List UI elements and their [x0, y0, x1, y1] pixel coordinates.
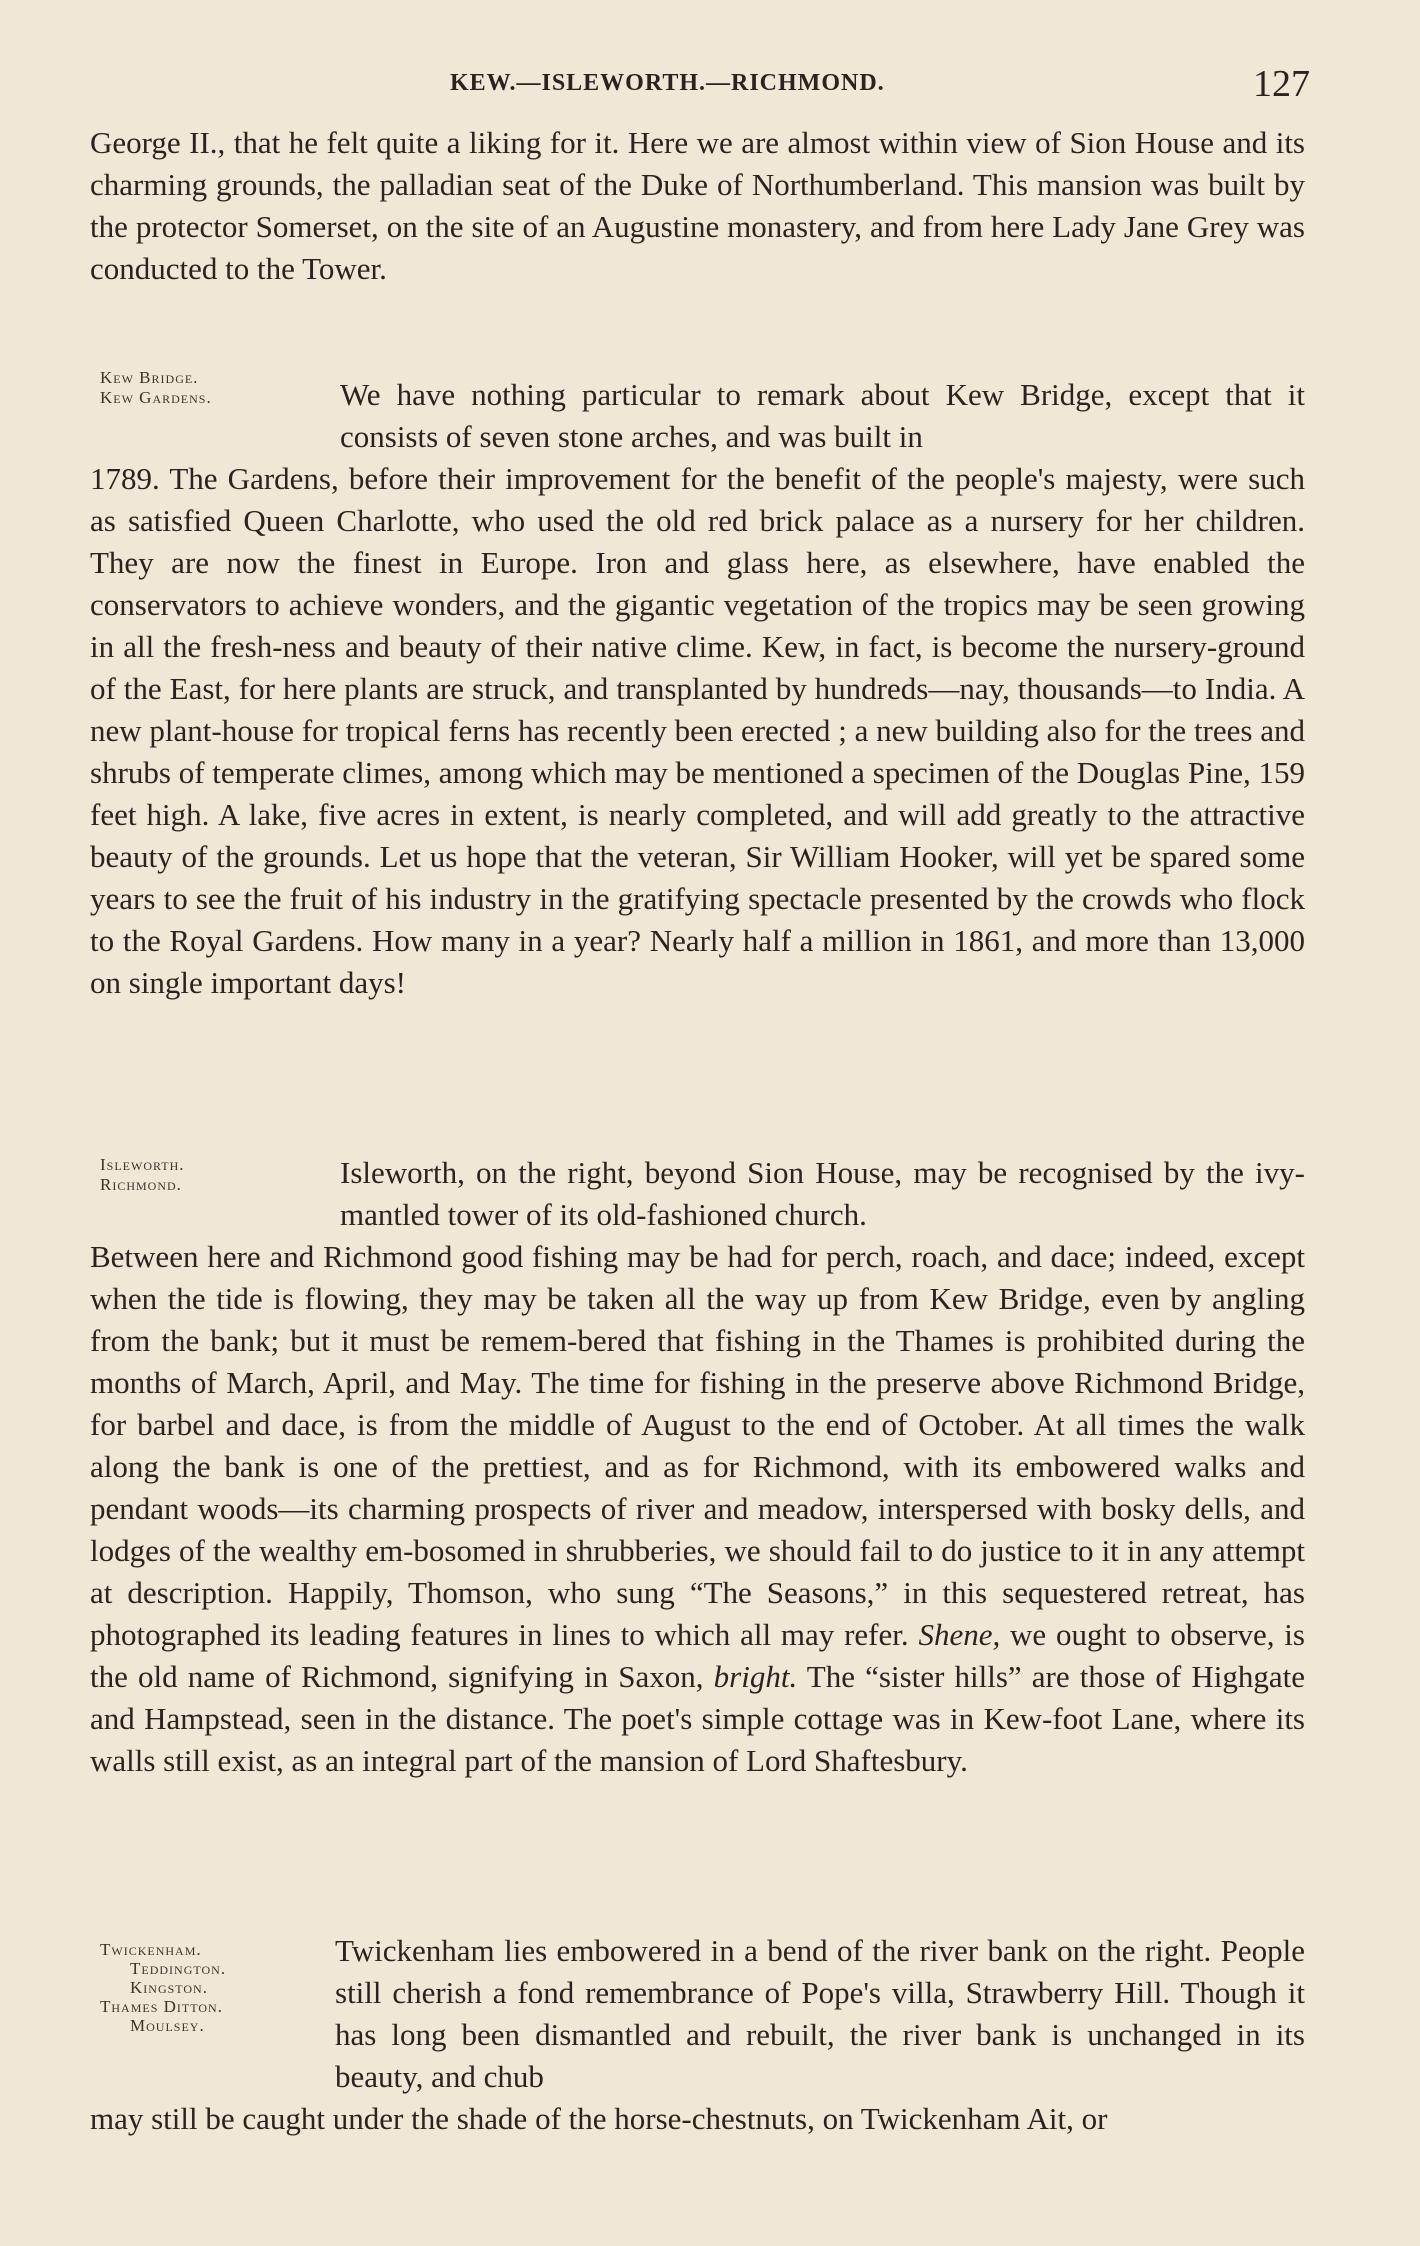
- paragraph-twickenham-opening: Twickenham lies embowered in a bend of the river bank on the right. People still cherish a fond remembrance of Pope's villa, Strawberry Hill. Though it has long been dismantled and rebuilt, the river bank is unchanged in its beauty, and chub: [335, 1933, 1305, 2094]
- running-head: KEW.—ISLEWORTH.—RICHMOND.: [450, 70, 885, 96]
- paragraph-sion-house: George II., that he felt quite a liking for it. Here we are almost within view of Sion House and its charming grounds, the palladian seat of the Duke of Northumberland. This mansion was built by the protector Somerset, on the site of an Augustine monastery, and from here Lady Jane Grey was conducted to the Tower.: [90, 125, 1305, 286]
- paragraph-kew: [90, 374, 1305, 1004]
- paragraph-kew-opening: We have nothing particular to remark about Kew Bridge, except that it consists of seven stone arches, and was built in: [340, 377, 1305, 454]
- paragraph-twickenham: [90, 1930, 1305, 2140]
- sidenote-line: Teddington.: [130, 1959, 227, 1978]
- page-number: 127: [1253, 63, 1310, 105]
- sidenote-line: Twickenham.: [100, 1940, 202, 1959]
- paragraph-isleworth-opening: Isleworth, on the right, beyond Sion House, may be recognised by the ivy-mantled tower of its old-fashioned church.: [340, 1155, 1305, 1232]
- sidenote-line: Richmond.: [100, 1175, 182, 1194]
- sidenote-line: Moulsey.: [130, 2016, 205, 2035]
- sidenote-line: Isleworth.: [100, 1155, 185, 1174]
- term-bright: bright.: [713, 1659, 798, 1694]
- sidenote-line: Kew Bridge.: [100, 368, 199, 387]
- paragraph-kew-body: 1789. The Gardens, before their improvement for the benefit of the people's majesty, were such as satisfied Queen Charlotte, who used the old red brick palace as a nursery for her children. They are now the finest in Europe. Iron and glass here, as elsewhere, have enabled the conservators to achieve wonders, and the gigantic vegetation of the tropics may be seen growing in all the fresh-ness and beauty of their native clime. Kew, in fact, is become the nursery-ground of the East, for here plants are struck, and transplanted by hundreds—nay, thousands—to India. A new plant-house for tropical ferns has recently been erected ; a new building also for the trees and shrubs of temperate climes, among which may be mentioned a specimen of the Douglas Pine, 159 feet high. A lake, five acres in extent, is nearly completed, and will add greatly to the attractive beauty of the grounds. Let us hope that the veteran, Sir William Hooker, will yet be spared some years to see the fruit of his industry in the gratifying spectacle presented by the crowds who flock to the Royal Gardens. How many in a year? Nearly half a million in 1861, and more than 13,000 on single important days!: [90, 461, 1305, 1000]
- paragraph-isleworth-body-a: Between here and Richmond good fishing may be had for perch, roach, and dace; indeed, except when the tide is flowing, they may be taken all the way up from Kew Bridge, even by angling from the bank; but it must be remem-bered that fishing in the Thames is prohibited during the months of March, April, and May. The time for fishing in the preserve above Richmond Bridge, for barbel and dace, is from the middle of August to the end of October. At all times the walk along the bank is one of the prettiest, and as for Richmond, with its embowered walks and pendant woods—its charming prospects of river and meadow, interspersed with bosky dells, and lodges of the wealthy em-bosomed in shrubberies, we should fail to do justice to it in any attempt at description. Happily, Thomson, who sung “The Seasons,” in this sequestered retreat, has photographed its leading features in lines to which all may refer.: [90, 1239, 1305, 1652]
- page-header: [90, 62, 1310, 122]
- paragraph-twickenham-body: may still be caught under the shade of the horse-chestnuts, on Twickenham Ait, or: [90, 2101, 1108, 2136]
- sidenote-line: Kew Gardens.: [100, 388, 212, 407]
- sidenote-line: Kingston.: [130, 1978, 208, 1997]
- term-shene: Shene,: [918, 1617, 1001, 1652]
- paragraph-isleworth: [90, 1152, 1305, 1782]
- paragraph-isleworth-body-b: we ought to observe, is the old name of Richmond, signifying in Saxon,: [90, 1617, 1305, 1694]
- paragraph-isleworth-body-c: The “sister hills” are those of Highgate and Hampstead, seen in the distance. The poet's simple cottage was in Kew-foot Lane, where its walls still exist, as an integral part of the mansion of Lord Shaftesbury.: [90, 1659, 1305, 1778]
- sidenote-line: Thames Ditton.: [100, 1997, 223, 2016]
